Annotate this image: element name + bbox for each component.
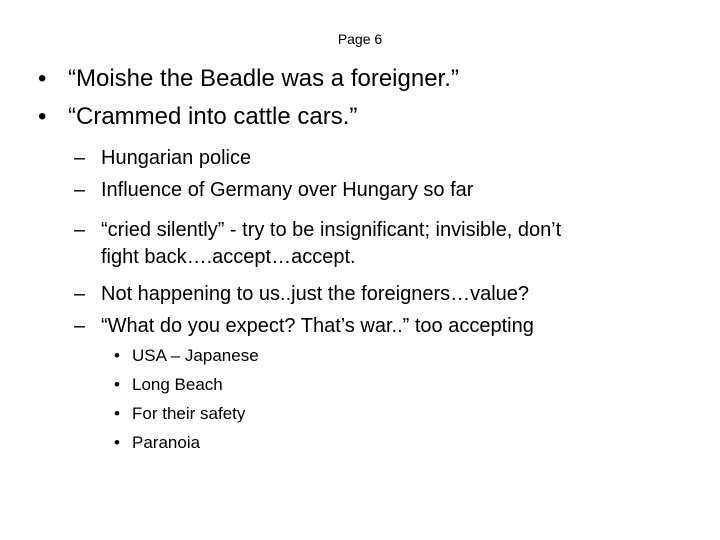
sub-bullet-text-continuation: fight back….accept…accept. <box>101 246 356 268</box>
third-level-text: Long Beach <box>132 375 223 394</box>
bullet-marker: • <box>114 346 120 365</box>
dash-marker: – <box>74 283 86 305</box>
bullet-marker: • <box>114 375 120 394</box>
third-level-text: For their safety <box>132 404 246 423</box>
sub-bullet-text: “cried silently” - try to be insignificant; invisible, don’t <box>101 219 562 241</box>
bullet-marker: • <box>38 65 47 92</box>
dash-marker: – <box>74 219 86 241</box>
third-level-text: USA – Japanese <box>132 346 259 365</box>
bullet-marker: • <box>114 404 120 423</box>
sub-bullet-text: “What do you expect? That’s war..” too accepting <box>101 315 534 337</box>
sub-bullet-text: Not happening to us..just the foreigners…value? <box>101 283 530 305</box>
page-title: Page 6 <box>337 31 383 47</box>
bullet-marker: • <box>38 103 47 130</box>
bullet-text: “Moishe the Beadle was a foreigner.” <box>68 65 459 92</box>
dash-marker: – <box>74 179 86 201</box>
sub-bullet-text: Hungarian police <box>101 147 252 169</box>
dash-marker: – <box>74 315 86 337</box>
dash-marker: – <box>74 147 86 169</box>
bullet-marker: • <box>114 433 120 452</box>
sub-bullet-text: Influence of Germany over Hungary so far <box>101 179 474 201</box>
third-level-text: Paranoia <box>132 433 201 452</box>
bullet-text: “Crammed into cattle cars.” <box>68 103 358 130</box>
